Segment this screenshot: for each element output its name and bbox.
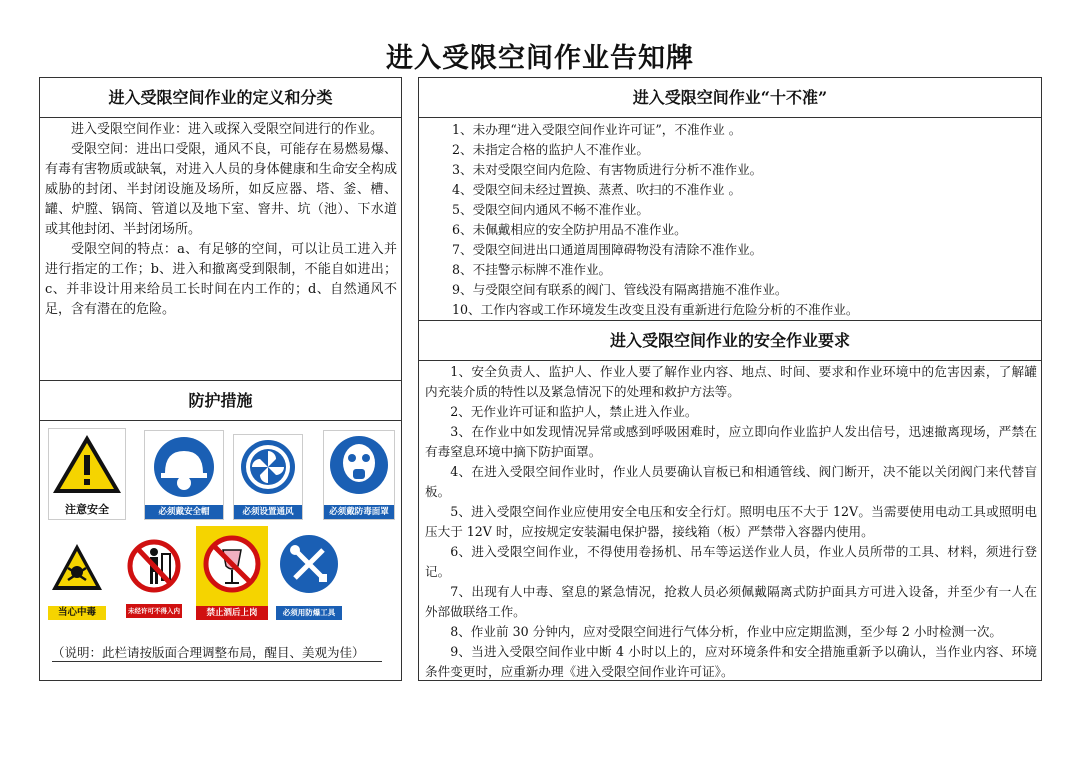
ten-rules-heading: 进入受限空间作业“十不准” [419, 78, 1041, 118]
list-item: 6、未佩戴相应的安全防护用品不准作业。 [452, 222, 687, 237]
definition-heading: 进入受限空间作业的定义和分类 [40, 78, 401, 118]
sign-no-entry [126, 534, 182, 618]
note-underline [52, 661, 382, 662]
left-panel [39, 77, 402, 681]
list-item: 5、进入受限空间作业应使用安全电压和安全行灯。照明电压不大于 12V。当需要使用电动工具或照明电压大于 12V 时，应按规定安装漏电保护器，接线箱（板）严禁带入容器内使用。 [425, 504, 1037, 539]
ten-rules-list [452, 120, 858, 320]
sign-label: 必须戴防毒面罩 [324, 505, 394, 519]
sign-label: 必须戴安全帽 [145, 505, 223, 519]
sign-label: 当心中毒 [48, 606, 106, 620]
list-item: 1、未办理“进入受限空间作业许可证”，不准作业 。 [452, 122, 742, 137]
gas-mask-icon [324, 431, 394, 503]
sign-gas-mask [323, 430, 395, 520]
sign-label: 必须设置通风 [234, 505, 302, 519]
sign-ventilation [233, 434, 303, 520]
list-item: 9、当进入受限空间作业中断 4 小时以上的，应对环境条件和安全措施重新予以确认，当作业内容、环境条件变更时，应重新办理《进入受限空间作业许可证》。 [425, 644, 1037, 679]
definition-paragraph-3: 受限空间的特点：a、有足够的空间，可以让员工进入并进行指定的工作；b、进入和撤离受到限制，不能自如进出；c、并非设计用来给员工长时间在内工作的；d、自然通风不足，含有潜在的危险。 [45, 242, 397, 317]
list-item: 7、出现有人中毒、窒息的紧急情况，抢救人员必须佩戴隔离式防护面具方可进入设备，并至少有一人在外部做联络工作。 [425, 584, 1037, 619]
list-item: 10、工作内容或工作环境发生改变且没有重新进行危险分析的不准作业。 [452, 302, 859, 317]
sign-poison [48, 538, 106, 620]
hard-hat-icon [145, 431, 223, 503]
list-item: 8、作业前 30 分钟内，应对受限空间进行气体分析，作业中应定期监测，至少每 2 小时检测一次。 [450, 624, 1003, 639]
definition-paragraph-2: 受限空间：进出口受限，通风不良，可能存在易燃易爆、有毒有害物质或缺氧，对进入人员的身体健康和生命安全构成威胁的封闭、半封闭设施及场所，如反应器、塔、釜、槽、罐、炉膛、锅筒、管道以及地下室、窨井、坑（池）、下水道或其他封闭、半封闭场所。 [45, 142, 397, 237]
requirements-list [425, 362, 1037, 682]
sign-caution [48, 428, 126, 520]
definition-paragraph-1: 进入受限空间作业：进入或探入受限空间进行的作业。 [71, 122, 384, 137]
ventilation-fan-icon [234, 435, 302, 503]
list-item: 3、未对受限空间内危险、有害物质进行分析不准作业。 [452, 162, 763, 177]
list-item: 4、在进入受限空间作业时，作业人员要确认盲板已和相通管线、阀门断开，决不能以关闭阀门来代替盲板。 [425, 464, 1037, 499]
sign-hard-hat [144, 430, 224, 520]
sign-label: 禁止酒后上岗 [196, 606, 268, 620]
list-item: 2、无作业许可证和监护人，禁止进入作业。 [450, 404, 698, 419]
page-title: 进入受限空间作业告知牌 [386, 43, 694, 74]
protection-heading: 防护措施 [40, 381, 401, 421]
explosion-proof-tools-icon [276, 530, 342, 600]
list-item: 8、不挂警示标牌不准作业。 [452, 262, 612, 277]
no-entry-person-icon [126, 534, 182, 602]
list-item: 3、在作业中如发现情况异常或感到呼吸困难时，应立即向作业监护人发出信号，迅速撤离现场，严禁在有毒窒息环境中摘下防护面罩。 [425, 424, 1037, 459]
list-item: 2、未指定合格的监护人不准作业。 [452, 142, 649, 157]
requirements-heading: 进入受限空间作业的安全作业要求 [419, 321, 1041, 361]
sign-label: 必须用防爆工具 [276, 606, 342, 620]
list-item: 5、受限空间内通风不畅不准作业。 [452, 202, 649, 217]
list-item: 9、与受限空间有联系的阀门、管线没有隔离措施不准作业。 [452, 282, 788, 297]
sign-label: 注意安全 [65, 503, 109, 516]
list-item: 6、进入受限空间作业，不得使用卷扬机、吊车等运送作业人员，作业人员所带的工具、材料，须进行登记。 [425, 544, 1037, 579]
list-item: 7、受限空间进出口通道周围障碍物没有清除不准作业。 [452, 242, 763, 257]
sign-explosion-proof-tools [276, 530, 342, 620]
poison-warning-icon [48, 538, 106, 602]
warning-triangle-icon [49, 429, 125, 501]
right-panel [418, 77, 1042, 681]
layout-note: （说明：此栏请按版面合理调整布局，醒目、美观为佳） [52, 645, 365, 660]
sign-no-alcohol [196, 526, 268, 620]
list-item: 4、受限空间未经过置换、蒸煮、吹扫的不准作业 。 [452, 182, 742, 197]
sign-label: 未经许可不得入内 [126, 604, 182, 618]
list-item: 1、安全负责人、监护人、作业人要了解作业内容、地点、时间、要求和作业环境中的危害因素，了解罐内充装介质的特性以及紧急情况下的处理和救护方法等。 [425, 364, 1037, 399]
no-alcohol-icon [196, 526, 268, 602]
